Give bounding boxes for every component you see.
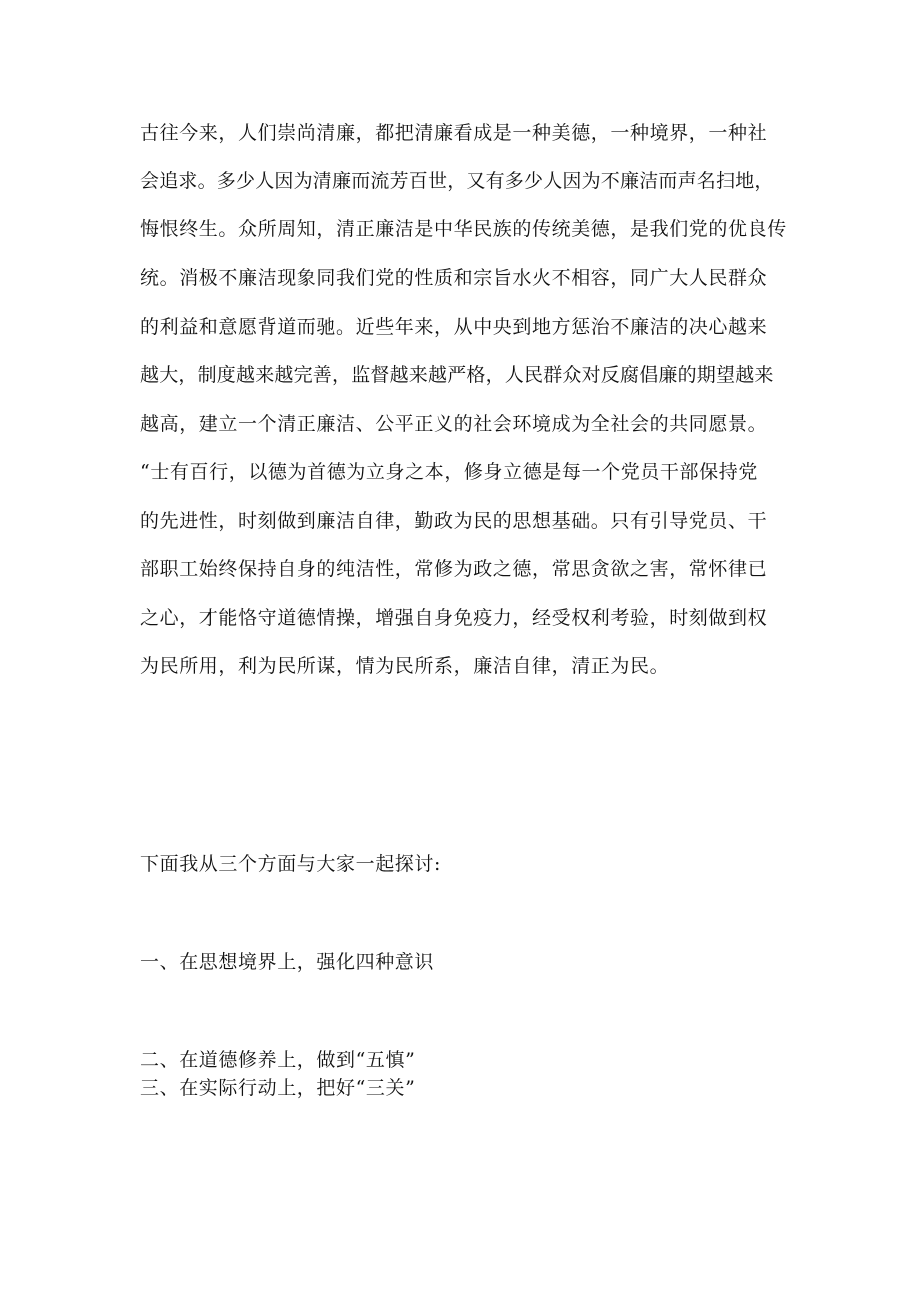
paragraph-line: 会追求。多少人因为清廉而流芳百世，又有多少人因为不廉洁而声名扫地， <box>140 170 774 192</box>
section-heading-2: 二、在道德修养上，做到“五慎” <box>140 1049 416 1071</box>
paragraph-line: 越高，建立一个清正廉洁、公平正义的社会环境成为全社会的共同愿景。 <box>140 413 768 435</box>
paragraph-line: 部职工始终保持自身的纯洁性，常修为政之德，常思贪欲之害，常怀律已 <box>140 558 768 580</box>
paragraph-line: 之心，才能恪守道德情操，增强自身免疫力，经受权利考验，时刻做到权 <box>140 607 768 629</box>
paragraph-line: 越大，制度越来越完善，监督越来越严格，人民群众对反腐倡廉的期望越来 <box>140 364 774 386</box>
section-heading-3: 三、在实际行动上，把好“三关” <box>140 1077 416 1099</box>
section-heading-1: 一、在思想境界上，强化四种意识 <box>140 951 435 973</box>
paragraph-line: 悔恨终生。众所周知，清正廉洁是中华民族的传统美德，是我们党的优良传 <box>140 218 787 240</box>
paragraph-line: 的利益和意愿背道而驰。近些年来，从中央到地方惩治不廉洁的决心越来 <box>140 316 768 338</box>
paragraph-line: 统。消极不廉洁现象同我们党的性质和宗旨水火不相容，同广大人民群众 <box>140 267 768 289</box>
paragraph-line: 为民所用，利为民所谋，情为民所系，廉洁自律，清正为民。 <box>140 655 670 677</box>
paragraph-line: 的先进性，时刻做到廉洁自律，勤政为民的思想基础。只有引导党员、干 <box>140 510 768 532</box>
intro-line: 下面我从三个方面与大家一起探讨: <box>140 853 442 875</box>
paragraph-line: “士有百行，以德为首德为立身之本，修身立德是每一个党员干部保持党 <box>140 461 758 483</box>
paragraph-line: 古往今来，人们崇尚清廉，都把清廉看成是一种美德，一种境界，一种社 <box>140 122 768 144</box>
